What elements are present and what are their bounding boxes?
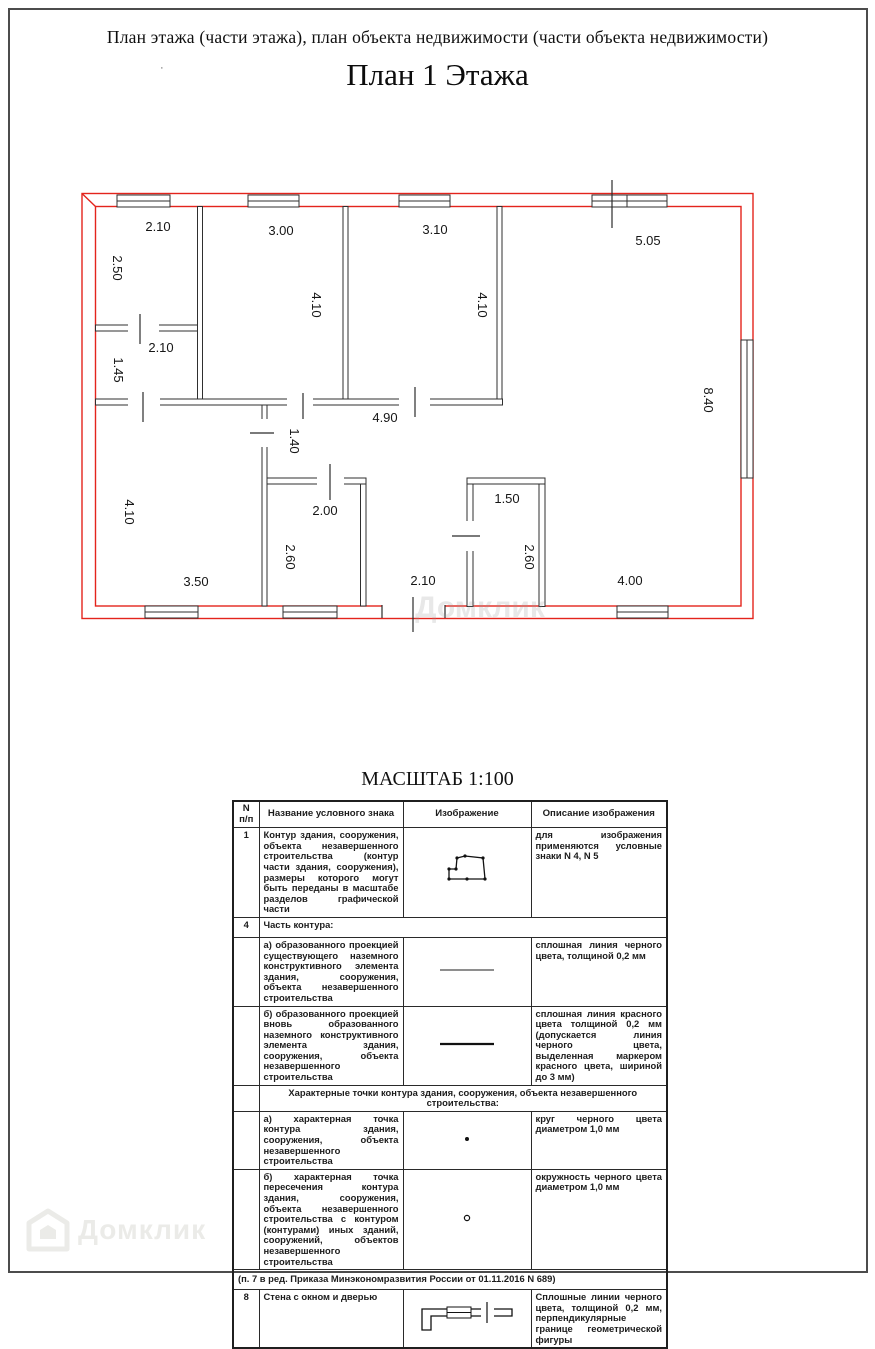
dimension-label: 2.60	[522, 544, 537, 570]
dimension-label: 2.10	[410, 573, 436, 588]
legend-table	[232, 800, 668, 1349]
legend-cell	[233, 937, 259, 1006]
col-header-number: N п/п	[233, 801, 259, 828]
dimension-label: 2.60	[283, 544, 298, 570]
legend-cell	[233, 1006, 259, 1085]
black-dot-icon	[403, 1111, 531, 1169]
legend-row	[233, 1085, 667, 1111]
floor-plan-drawing	[60, 170, 770, 640]
legend-row	[233, 917, 667, 937]
legend-row	[233, 1111, 667, 1169]
legend-cell: (п. 7 в ред. Приказа Минэкономразвития России от 01.11.2016 N 689)	[233, 1270, 667, 1290]
col-header-name: Название условного знака	[259, 801, 403, 828]
dimension-label: 2.00	[312, 503, 338, 518]
document-subtitle: План этажа (части этажа), план объекта недвижимости (части объекта недвижимости)	[106, 27, 769, 47]
legend-cell: Характерные точки контура здания, сооружения, объекта незавершенного строительства:	[259, 1085, 667, 1111]
solid-line-thin-icon	[403, 937, 531, 1006]
door-openings	[128, 324, 474, 608]
domklik-house-icon	[26, 1208, 70, 1252]
dimension-label: 4.90	[372, 410, 398, 425]
dimension-label: 3.00	[268, 223, 294, 238]
dimension-label: 4.00	[617, 573, 643, 588]
legend-cell: сплошная линия черного цвета, толщиной 0,2 мм	[531, 937, 667, 1006]
legend-cell: а) характерная точка контура здания, сооружения, объекта незавершенного строительства	[259, 1111, 403, 1169]
legend-row	[233, 828, 667, 918]
dimension-label: 3.50	[183, 574, 209, 589]
contour-polygon-icon	[403, 828, 531, 918]
wall-window-door-icon	[403, 1290, 531, 1348]
dimension-label: 4.10	[309, 292, 324, 318]
dimension-label: 1.50	[494, 491, 520, 506]
legend-row	[233, 1290, 667, 1348]
scan-artifact-mark: ·	[160, 62, 164, 74]
legend-cell	[233, 1085, 259, 1111]
legend-cell: 8	[233, 1290, 259, 1348]
solid-line-thick-icon	[403, 1006, 531, 1085]
col-header-description: Описание изображения	[531, 801, 667, 828]
black-ring-icon	[403, 1169, 531, 1269]
legend-cell	[233, 1169, 259, 1269]
legend-row	[233, 1169, 667, 1269]
watermark	[26, 1208, 206, 1252]
watermark-text: Домклик	[78, 1214, 207, 1245]
col-header-image: Изображение	[403, 801, 531, 828]
legend-cell: б) характерная точка пересечения контура здания, сооружения, объекта незавершенного строительства с контуром (контурами) иных зданий, сооружений, объектов незавершенного строительства	[259, 1169, 403, 1269]
dimension-label: 4.10	[122, 499, 137, 525]
scale-label: МАСШТАБ 1:100	[361, 768, 514, 790]
legend-row	[233, 1006, 667, 1085]
interior-walls	[96, 207, 546, 607]
dimension-label: 1.45	[111, 357, 126, 383]
windows	[117, 195, 753, 618]
dimension-label: 4.10	[475, 292, 490, 318]
dimension-label: 3.10	[422, 222, 448, 237]
legend-cell: окружность черного цвета диаметром 1,0 мм	[531, 1169, 667, 1269]
legend-cell: круг черного цвета диаметром 1,0 мм	[531, 1111, 667, 1169]
legend-header-row	[233, 801, 667, 828]
legend-row	[233, 1270, 667, 1290]
legend-cell	[233, 1111, 259, 1169]
legend-cell: 4	[233, 917, 259, 937]
legend-cell: Стена с окном и дверью	[259, 1290, 403, 1348]
legend-cell: Сплошные линии черного цвета, толщиной 0,2 мм, перпендикулярные границе геометрической фигуры	[531, 1290, 667, 1348]
dimension-label: 2.10	[145, 219, 171, 234]
page-title: План 1 Этажа	[346, 57, 529, 92]
legend-row	[233, 937, 667, 1006]
legend-cell: 1	[233, 828, 259, 918]
dimension-label: 5.05	[635, 233, 661, 248]
dimension-label: 8.40	[701, 387, 716, 413]
dimension-label: 1.40	[287, 428, 302, 454]
legend-cell: б) образованного проекцией вновь образованного наземного конструктивного элемента здания, сооружения, объекта незавершенного строительства	[259, 1006, 403, 1085]
dimension-label: 2.10	[148, 340, 174, 355]
legend-cell: Контур здания, сооружения, объекта незавершенного строительства (контур части здания, сооружения), размеры которого могут быть переданы в масштабе разделов графической части	[259, 828, 403, 918]
faint-watermark-text: Домклик	[415, 591, 545, 624]
legend-cell: Часть контура:	[259, 917, 667, 937]
legend-cell: для изображения применяются условные знаки N 4, N 5	[531, 828, 667, 918]
legend-cell: а) образованного проекцией существующего наземного конструктивного элемента здания, сооружения, объекта незавершенного строительства	[259, 937, 403, 1006]
dimension-label: 2.50	[110, 255, 125, 281]
legend-cell: сплошная линия красного цвета толщиной 0,2 мм (допускается линия черного цвета, выделенная маркером красного цвета, шириной до 3 мм)	[531, 1006, 667, 1085]
